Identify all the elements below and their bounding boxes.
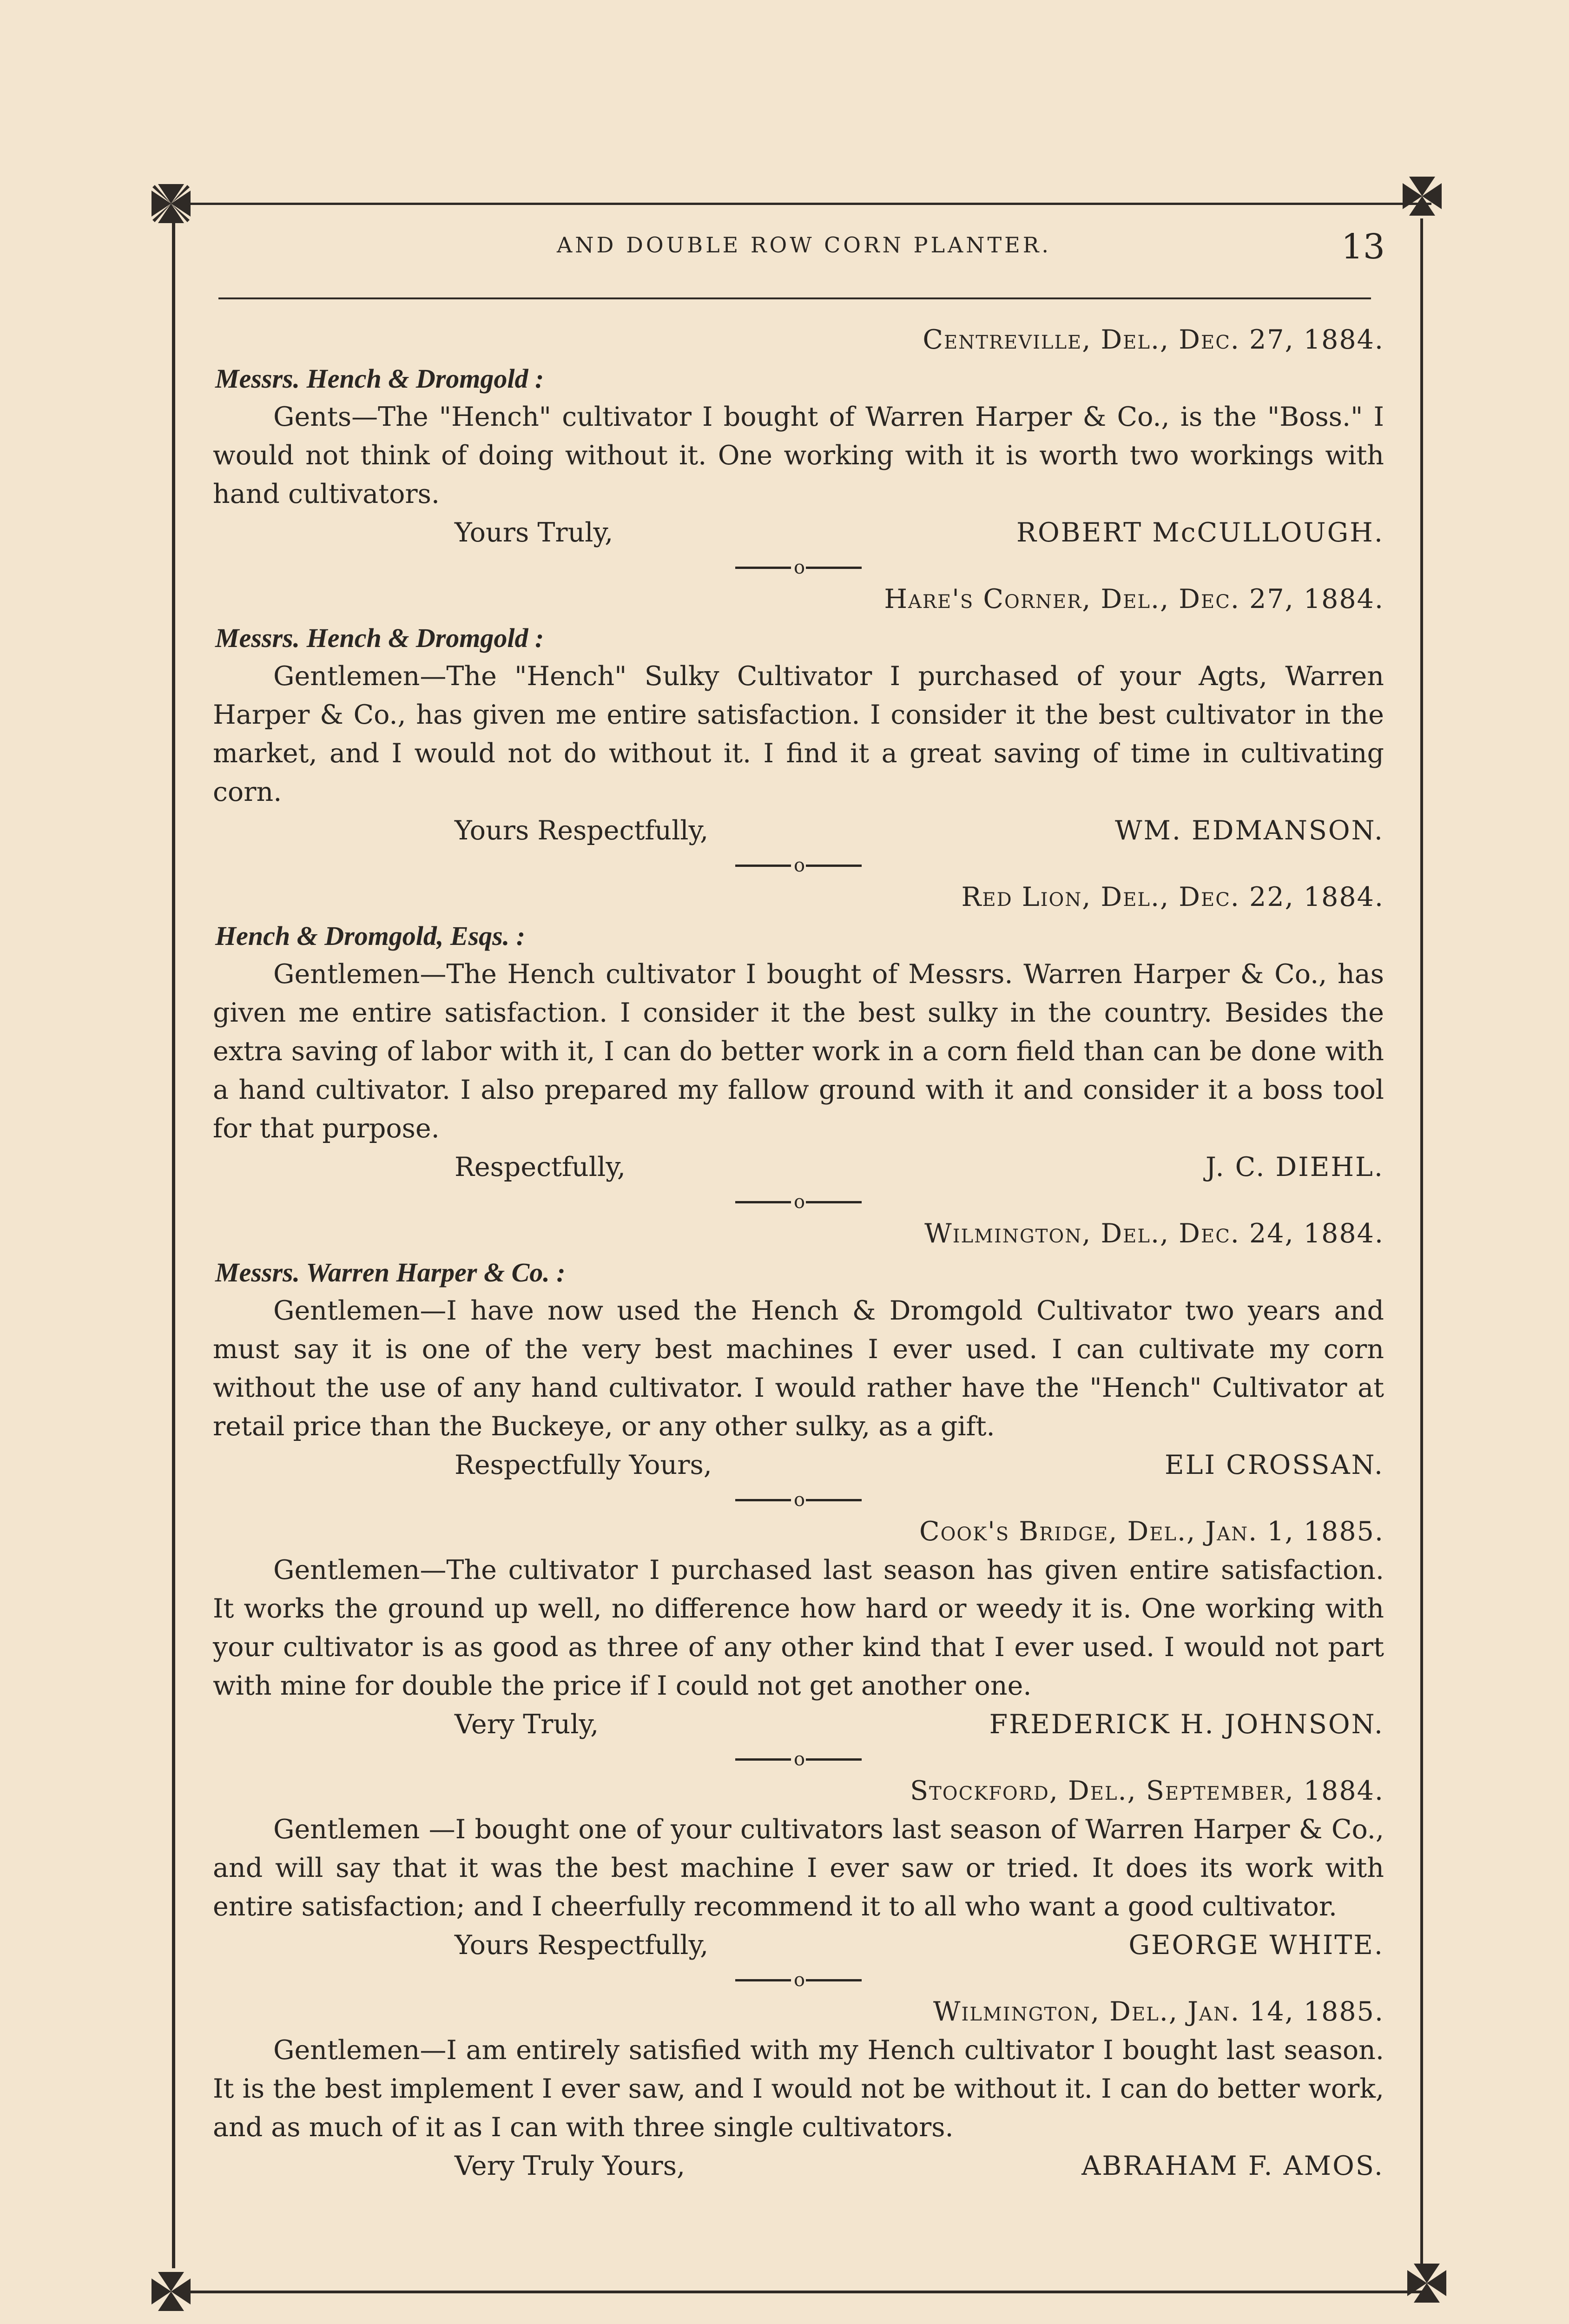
maltese-cross-icon bbox=[148, 180, 194, 227]
signature: FREDERICK H. JOHNSON. bbox=[989, 1709, 1384, 1740]
separator: o bbox=[213, 552, 1384, 580]
closing: Yours Respectfully, bbox=[455, 1930, 709, 1961]
letter-body: Gentlemen—I am entirely satisfied with my Hench cultivator I bought last season. It is the best implement I ever saw, and I would not be without it. I can do better work, and as much of it as I can with three single cultivators. bbox=[213, 2035, 1384, 2143]
maltese-cross-icon bbox=[1399, 173, 1445, 219]
closing: Very Truly, bbox=[455, 1709, 599, 1740]
signature: GEORGE WHITE. bbox=[1128, 1930, 1384, 1961]
salutation: Messrs. Warren Harper & Co. : bbox=[215, 1257, 566, 1287]
signature: WM. EDMANSON. bbox=[1114, 815, 1384, 846]
testimonial-letter bbox=[213, 580, 1384, 850]
closing: Yours Truly, bbox=[455, 517, 613, 548]
signature-line bbox=[213, 1148, 1384, 1187]
testimonials bbox=[213, 321, 1384, 2185]
page-number: 13 bbox=[1341, 227, 1385, 267]
closing: Respectfully Yours, bbox=[455, 1450, 712, 1480]
letter-body: Gentlemen—The "Hench" Sulky Cultivator I purchased of your Agts, Warren Harper & Co., has given me entire satisfaction. I consider it the best cultivator in the market, and I would not do without it. I find it a great saving of time in cultivating corn. bbox=[213, 661, 1384, 807]
signature-line bbox=[213, 514, 1384, 552]
signature-line bbox=[213, 812, 1384, 850]
separator: o bbox=[213, 1744, 1384, 1772]
signature-line bbox=[213, 2147, 1384, 2185]
separator: o bbox=[213, 1965, 1384, 1993]
testimonial-letter bbox=[213, 1772, 1384, 1965]
signature-line bbox=[213, 1446, 1384, 1485]
signature: ROBERT McCULLOUGH. bbox=[1016, 517, 1384, 548]
letter-body: Gentlemen—The cultivator I purchased last season has given entire satisfaction. It works the ground up well, no difference how hard or weedy it is. One working with your cultivator is as good as three of any other kind that I ever used. I would not part with mine for double the price if I could not get another one. bbox=[213, 1555, 1384, 1701]
testimonial-letter bbox=[213, 878, 1384, 1187]
place-date: Wilmington, Del., Dec. 24, 1884. bbox=[924, 1218, 1384, 1249]
closing: Respectfully, bbox=[455, 1152, 626, 1182]
running-header bbox=[218, 227, 1390, 274]
bottom-rule bbox=[186, 2291, 1431, 2293]
letter-body: Gents—The "Hench" cultivator I bought of Warren Harper & Co., is the "Boss." I would not think of doing without it. One working with it is worth two workings with hand cultivators. bbox=[213, 402, 1384, 509]
maltese-cross-icon bbox=[148, 2268, 194, 2315]
place-date: Wilmington, Del., Jan. 14, 1885. bbox=[933, 1996, 1384, 2027]
running-title: AND DOUBLE ROW CORN PLANTER. bbox=[556, 232, 1052, 257]
salutation: Hench & Dromgold, Esqs. : bbox=[215, 921, 526, 951]
testimonial-letter bbox=[213, 321, 1384, 552]
place-date: Hare's Corner, Del., Dec. 27, 1884. bbox=[884, 584, 1384, 614]
signature: J. C. DIEHL. bbox=[1206, 1152, 1384, 1182]
place-date: Stockford, Del., September, 1884. bbox=[910, 1776, 1384, 1806]
salutation: Messrs. Hench & Dromgold : bbox=[215, 623, 544, 653]
left-rule bbox=[172, 223, 175, 2268]
right-rule bbox=[1420, 218, 1423, 2268]
place-date: Red Lion, Del., Dec. 22, 1884. bbox=[961, 882, 1384, 912]
testimonial-letter bbox=[213, 1512, 1384, 1744]
top-rule bbox=[186, 203, 1431, 205]
letter-body: Gentlemen—The Hench cultivator I bought of Messrs. Warren Harper & Co., has given me entire satisfaction. I consider it the best sulky in the country. Besides the extra saving of labor with it, I can do better work in a corn field than can be done with a hand cultivator. I also prepared my fallow ground with it and consider it a boss tool for that purpose. bbox=[213, 959, 1384, 1144]
signature-line bbox=[213, 1705, 1384, 1744]
letter-body: Gentlemen—I have now used the Hench & Dromgold Cultivator two years and must say it is one of the very best machines I ever used. I can cultivate my corn without the use of any hand cultivator. I would rather have the "Hench" Cultivator at retail price than the Buckeye, or any other sulky, as a gift. bbox=[213, 1295, 1384, 1442]
place-date: Centreville, Del., Dec. 27, 1884. bbox=[923, 324, 1384, 355]
testimonial-letter bbox=[213, 1993, 1384, 2185]
separator: o bbox=[213, 1485, 1384, 1512]
signature: ELI CROSSAN. bbox=[1165, 1450, 1384, 1480]
header-rule bbox=[218, 297, 1371, 299]
separator: o bbox=[213, 850, 1384, 878]
closing: Very Truly Yours, bbox=[455, 2151, 686, 2181]
place-date: Cook's Bridge, Del., Jan. 1, 1885. bbox=[919, 1516, 1384, 1547]
signature: ABRAHAM F. AMOS. bbox=[1081, 2151, 1384, 2181]
signature-line bbox=[213, 1926, 1384, 1965]
maltese-cross-icon bbox=[1404, 2260, 1450, 2306]
closing: Yours Respectfully, bbox=[455, 815, 709, 846]
letter-body: Gentlemen —I bought one of your cultivators last season of Warren Harper & Co., and will say that it was the best machine I ever saw or tried. It does its work with entire satisfaction; and I cheerfully recommend it to all who want a good cultivator. bbox=[213, 1814, 1384, 1922]
separator: o bbox=[213, 1187, 1384, 1215]
testimonial-letter bbox=[213, 1215, 1384, 1485]
salutation: Messrs. Hench & Dromgold : bbox=[215, 363, 544, 394]
